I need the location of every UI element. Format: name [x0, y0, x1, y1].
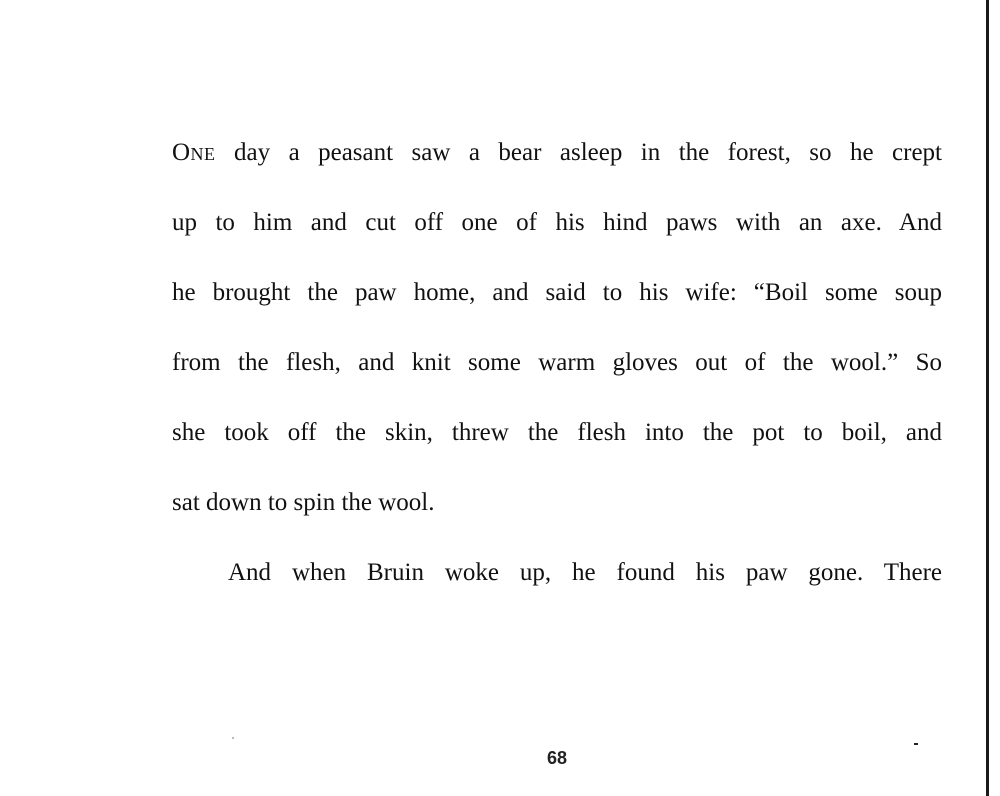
- opening-word: One: [172, 139, 216, 166]
- text-line-1: [172, 128, 942, 198]
- page-edge-rule: [986, 0, 989, 796]
- story-text: [172, 128, 942, 618]
- text-line-2: up to him and cut off one of his hind paws with an axe. And: [172, 209, 942, 236]
- text-line-6: sat down to spin the wool.: [172, 489, 435, 516]
- text-line-5: she took off the skin, threw the flesh into the pot to boil, and: [172, 419, 942, 446]
- text-line-3: he brought the paw home, and said to his wife: “Boil some soup: [172, 279, 942, 306]
- text-line-7: And when Bruin woke up, he found his paw gone. There: [228, 559, 942, 586]
- scan-speck: [914, 743, 918, 745]
- scan-speck: [232, 737, 234, 739]
- text-line-4: from the flesh, and knit some warm gloves out of the wool.” So: [172, 349, 942, 376]
- page-number: 68: [546, 748, 568, 768]
- line-1-rest: day a peasant saw a bear asleep in the forest, so he crept: [215, 139, 942, 166]
